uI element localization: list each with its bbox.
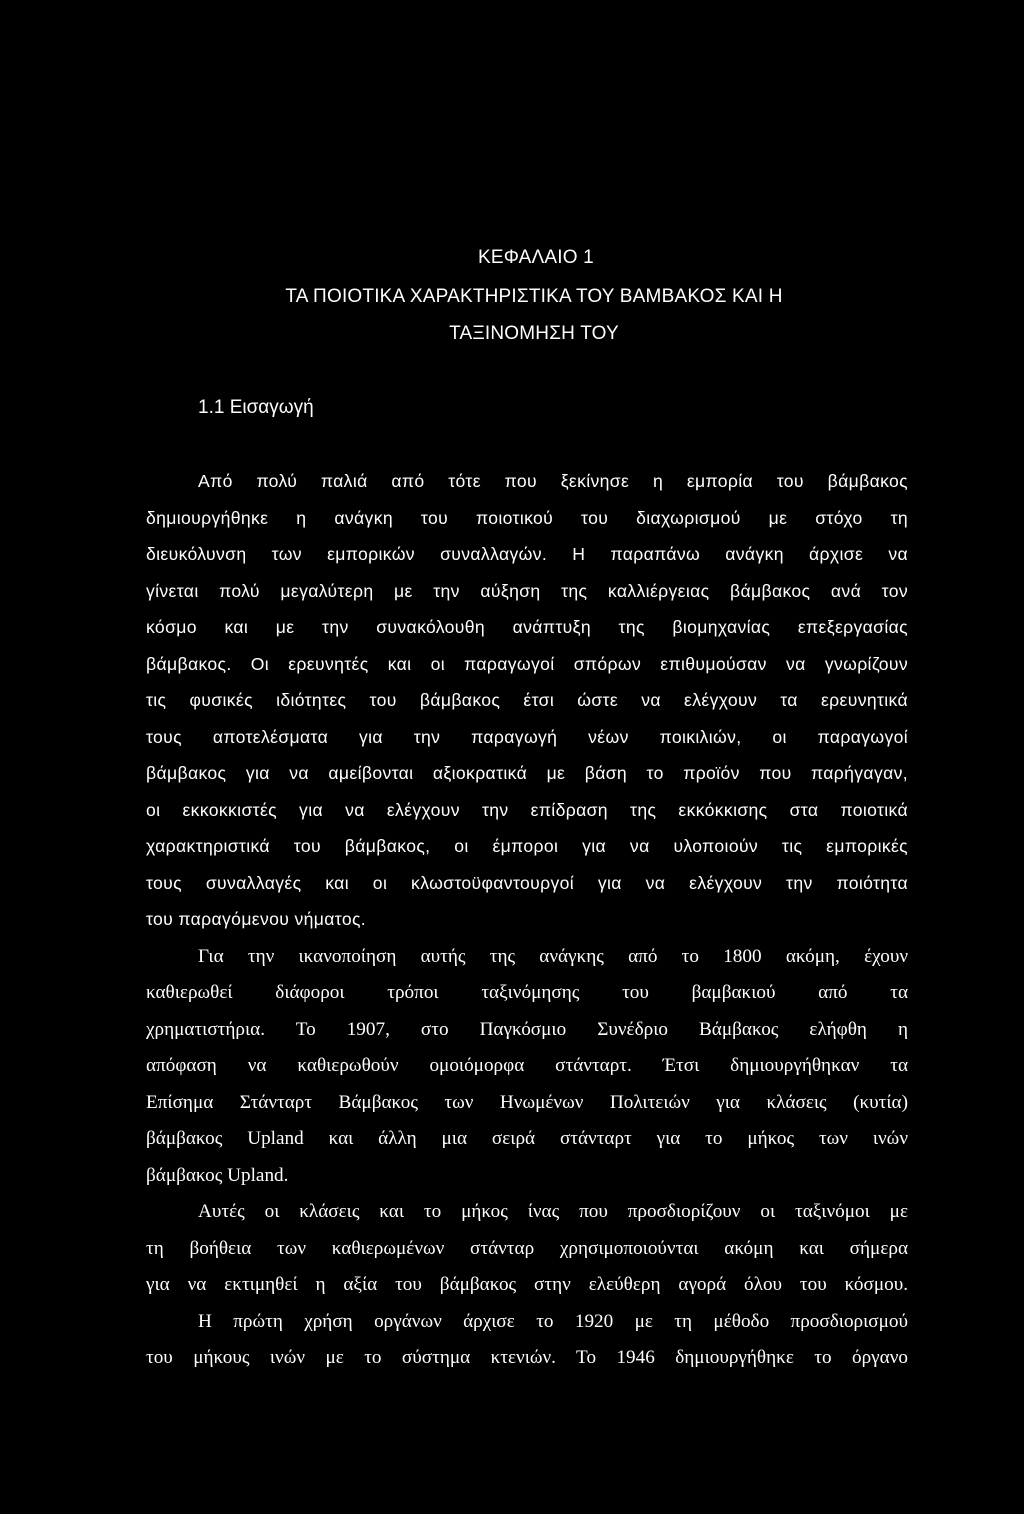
text-line: απόφαση να καθιερωθούν ομοιόμορφα στάνταρτ. Έτσι δημιουργήθηκαν τα — [146, 1055, 908, 1076]
text-line: Αυτές οι κλάσεις και το μήκος ίνας που προσδιορίζουν οι ταξινόμοι με — [198, 1201, 908, 1222]
chapter-label: ΚΕΦΑΛΑΙΟ 1 — [478, 247, 594, 268]
text-line: τις φυσικές ιδιότητες του βάμβακος έτσι ώστε να ελέγχουν τα ερευνητικά — [146, 690, 908, 710]
text-line: Επίσημα Στάνταρτ Βάμβακος των Ηνωμένων Πολιτειών για κλάσεις (κυτία) — [146, 1091, 908, 1113]
text-line: τους αποτελέσματα για την παραγωγή νέων ποικιλιών, οι παραγωγοί — [146, 726, 908, 747]
chapter-title-line-1: ΤΑ ΠΟΙΟΤΙΚΑ ΧΑΡΑΚΤΗΡΙΣΤΙΚΑ ΤΟΥ ΒΑΜΒΑΚΟΣ ΚΑΙ Η — [285, 286, 783, 307]
text-line: χρηματιστήρια. Το 1907, στο Παγκόσμιο Συνέδριο Βάμβακος ελήφθη η — [146, 1018, 908, 1040]
text-line: βάμβακος για να αμείβονται αξιοκρατικά με βάση το προϊόν που παρήγαγαν, — [146, 763, 908, 783]
text-line: του μήκους ινών με το σύστημα κτενιών. Το 1946 δημιουργήθηκε το όργανο — [146, 1347, 908, 1368]
text-line: τους συναλλαγές και οι κλωστοϋφαντουργοί για να ελέγχουν την ποιότητα — [146, 872, 908, 893]
text-line: χαρακτηριστικά του βάμβακος, οι έμποροι για να υλοποιούν τις εμπορικές — [146, 836, 908, 856]
text-line: του παραγόμενου νήματος. — [146, 909, 367, 929]
text-line: κόσμο και με την συνακόλουθη ανάπτυξη της βιομηχανίας επεξεργασίας — [146, 617, 908, 637]
text-line: γίνεται πολύ μεγαλύτερη με την αύξηση της καλλιέργειας βάμβακος ανά τον — [146, 580, 908, 601]
text-line: τη βοήθεια των καθιερωμένων στάνταρ χρησιμοποιούνται ακόμη και σήμερα — [146, 1237, 908, 1259]
chapter-title-line-2: ΤΑΞΙΝΟΜΗΣΗ ΤΟΥ — [449, 323, 619, 344]
text-line: οι εκκοκκιστές για να ελέγχουν την επίδραση της εκκόκκισης στα ποιοτικά — [146, 799, 908, 820]
text-line: βάμβακος Upland. — [146, 1164, 289, 1186]
text-line: Από πολύ παλιά από τότε που ξεκίνησε η εμπορία του βάμβακος — [198, 471, 908, 491]
text-line: διευκόλυνση των εμπορικών συναλλαγών. Η παραπάνω ανάγκη άρχισε να — [146, 544, 908, 564]
text-line: Για την ικανοποίηση αυτής της ανάγκης από το 1800 ακόμη, έχουν — [198, 945, 908, 967]
text-line: βάμβακος. Οι ερευνητές και οι παραγωγοί σπόρων επιθυμούσαν να γνωρίζουν — [146, 653, 908, 674]
text-line: καθιερωθεί διάφοροι τρόποι ταξινόμησης του βαμβακιού από τα — [146, 982, 908, 1003]
body-text — [146, 468, 908, 1381]
text-line: Η πρώτη χρήση οργάνων άρχισε το 1920 με τη μέθοδο προσδιορισμού — [198, 1310, 908, 1332]
text-line: βάμβακος Upland και άλλη μια σειρά στάνταρτ για το μήκος των ινών — [146, 1128, 908, 1149]
text-line: δημιουργήθηκε η ανάγκη του ποιοτικού του διαχωρισμού με στόχο τη — [146, 507, 908, 528]
text-line: για να εκτιμηθεί η αξία του βάμβακος στην ελεύθερη αγορά όλου του κόσμου. — [146, 1274, 908, 1295]
section-title: 1.1 Εισαγωγή — [198, 397, 314, 418]
